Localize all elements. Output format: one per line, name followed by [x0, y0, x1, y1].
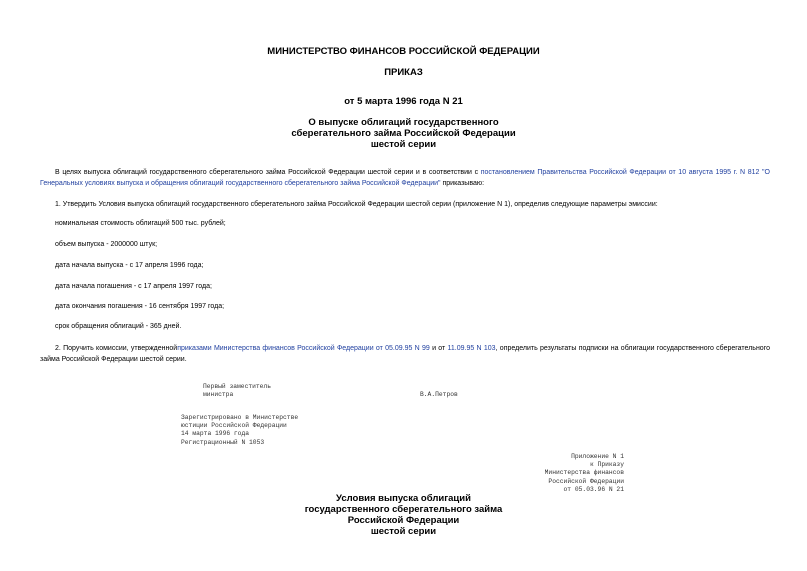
title-line: шестой серии	[370, 139, 437, 150]
ministry-orders-link-2[interactable]: 11.09.95 N 103	[447, 345, 496, 352]
point-2-text-mid: и от	[429, 345, 448, 352]
document-title	[0, 117, 807, 150]
param-circulation-term: срок обращения облигаций - 365 дней.	[55, 323, 182, 330]
signature-name: В.А.Петров	[420, 391, 458, 398]
param-redemption-end: дата окончания погашения - 16 сентября 1997 года;	[55, 303, 225, 310]
intro-text-end: приказываю:	[440, 180, 485, 187]
document-date-number: от 5 марта 1996 года N 21	[344, 96, 463, 107]
government-decree-link[interactable]: постановлением Правительства Российской Федерации от 10 августа 1995 г. N 812 "О Генеральных условиях выпуска и обращения облигаций государственного сберегательного займа Российской Федерации"	[40, 169, 770, 187]
appendix-title	[0, 493, 807, 537]
signature-position: Первый заместитель министра	[203, 383, 272, 399]
appendix-reference: Приложение N 1 к Приказу Министерства финансов Российской Федерации от 05.03.96 N 21	[544, 453, 624, 493]
param-issue-volume: объем выпуска - 2000000 штук;	[55, 241, 158, 248]
point-2-text-end: , определить результаты подписки на облигации государственного сберегательного займа Российской Федерации шестой серии.	[40, 345, 770, 363]
registration-note: Зарегистрировано в Министерстве юстиции Российской Федерации 14 марта 1996 года Регистрационный N 1053	[181, 414, 299, 446]
appendix-title-line: Российской Федерации	[347, 515, 460, 526]
point-2-text: 2. Поручить комиссии, утвержденной	[55, 345, 178, 352]
param-issue-start: дата начала выпуска - с 17 апреля 1996 года;	[55, 262, 204, 269]
ministry-header: МИНИСТЕРСТВО ФИНАНСОВ РОССИЙСКОЙ ФЕДЕРАЦИИ	[267, 46, 540, 57]
appendix-title-line: государственного сберегательного займа	[304, 504, 503, 515]
intro-paragraph	[40, 167, 770, 189]
point-2-paragraph	[40, 343, 770, 365]
title-line: сберегательного займа Российской Федерации	[291, 128, 516, 139]
point-1-paragraph: 1. Утвердить Условия выпуска облигаций государственного сберегательного займа Российской Федерации шестой серии (приложение N 1), определив следующие параметры эмиссии:	[55, 201, 658, 208]
param-nominal-value: номинальная стоимость облигаций 500 тыс. рублей;	[55, 220, 226, 227]
param-redemption-start: дата начала погашения - с 17 апреля 1997 года;	[55, 283, 212, 290]
document-type: ПРИКАЗ	[384, 67, 423, 78]
appendix-title-line: Условия выпуска облигаций	[336, 493, 471, 504]
title-line: О выпуске облигаций государственного	[308, 117, 499, 128]
appendix-title-line: шестой серии	[370, 526, 437, 537]
ministry-orders-link-1[interactable]: приказами Министерства финансов Российской Федерации от 05.09.95 N 99	[177, 345, 430, 352]
intro-text: В целях выпуска облигаций государственного сберегательного займа Российской Федерации шестой серии и в соответствии с	[55, 169, 481, 176]
